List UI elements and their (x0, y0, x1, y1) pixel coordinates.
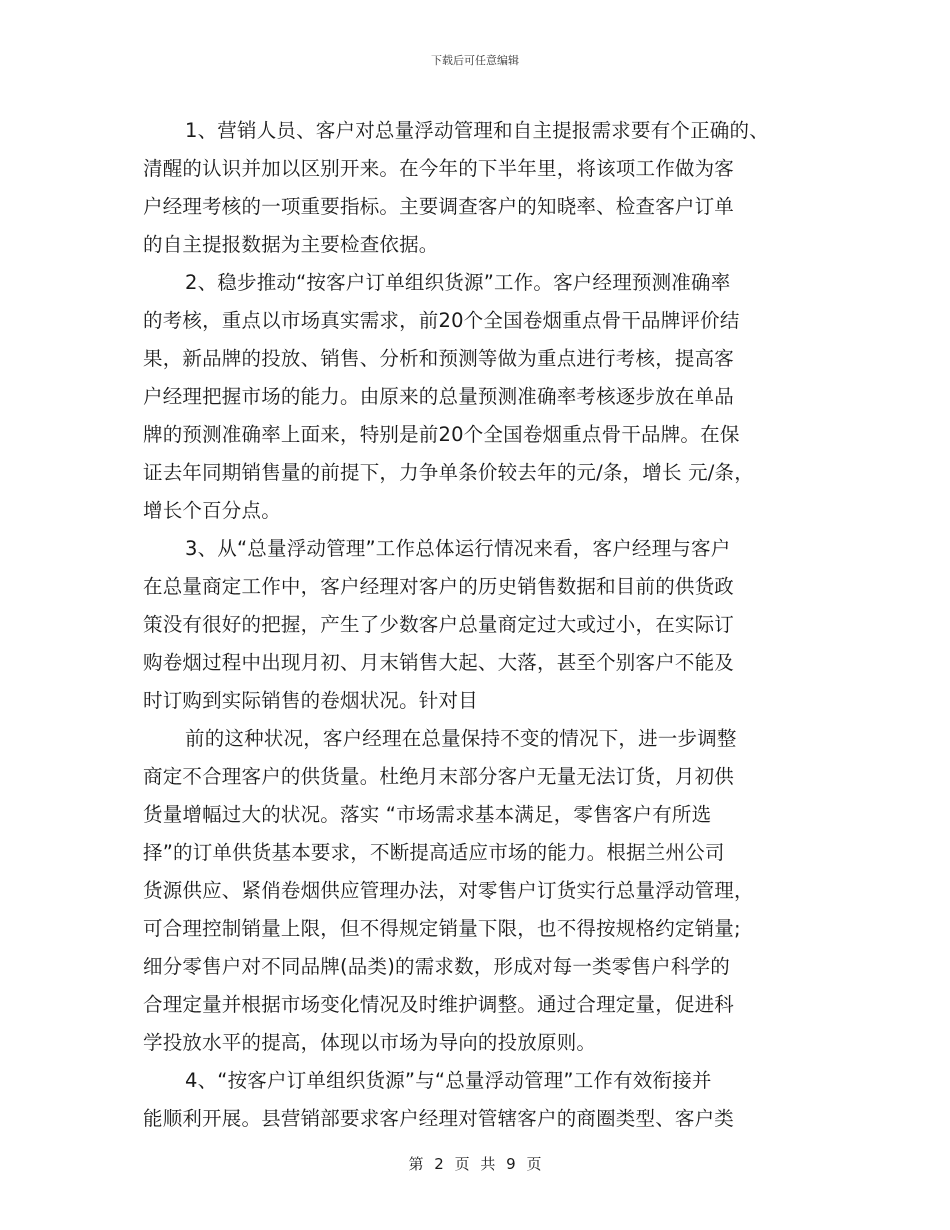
page-number-footer: 第 2 页 共 9 页 (408, 1155, 542, 1173)
text-line: 的考核，重点以市场真实需求，前20个全国卷烟重点骨干品牌评价结 (143, 309, 740, 332)
text-line: 策没有很好的把握，产生了少数客户总量商定过大或过小，在实际订 (143, 613, 735, 636)
text-line: 货源供应、紧俏卷烟供应管理办法，对零售户订货实行总量浮动管理， (143, 879, 754, 902)
text-line: 3、从“总量浮动管理”工作总体运行情况来看，客户经理与客户 (185, 537, 731, 560)
text-line: 学投放水平的提高，体现以市场为导向的投放原则。 (143, 1031, 597, 1054)
text-line: 果，新品牌的投放、销售、分析和预测等做为重点进行考核，提高客 (143, 347, 735, 370)
text-line: 货量增幅过大的状况。落实 “市场需求基本满足，零售客户有所选 (143, 803, 712, 826)
text-line: 细分零售户对不同品牌(品类)的需求数，形成对每一类零售户科学的 (143, 955, 730, 978)
text-line: 商定不合理客户的供货量。杜绝月末部分客户无量无法订货，月初供 (143, 765, 735, 788)
text-line: 前的这种状况，客户经理在总量保持不变的情况下，进一步调整 (185, 727, 737, 750)
text-line: 牌的预测准确率上面来，特别是前20个全国卷烟重点骨干品牌。在保 (143, 423, 740, 446)
page-header-note: 下载后可任意编辑 (431, 54, 519, 67)
document-body (143, 112, 823, 1138)
text-line: 择”的订单供货基本要求，不断提高适应市场的能力。根据兰州公司 (143, 841, 725, 864)
text-line: 在总量商定工作中，客户经理对客户的历史销售数据和目前的供货政 (143, 575, 735, 598)
text-line: 购卷烟过程中出现月初、月末销售大起、大落，甚至个别客户不能及 (143, 651, 735, 674)
text-line: 能顺利开展。县营销部要求客户经理对管辖客户的商圈类型、客户类 (143, 1107, 735, 1130)
text-line: 4、“按客户订单组织货源”与“总量浮动管理”工作有效衔接并 (185, 1069, 712, 1092)
text-line: 时订购到实际销售的卷烟状况。针对目 (143, 689, 478, 712)
text-line: 2、稳步推动“按客户订单组织货源”工作。客户经理预测准确率 (185, 271, 731, 294)
text-line: 户经理把握市场的能力。由原来的总量预测准确率考核逐步放在单品 (143, 385, 735, 408)
text-line: 增长个百分点。 (143, 499, 281, 522)
text-line: 的自主提报数据为主要检查依据。 (143, 233, 439, 256)
text-line: 可合理控制销量上限，但不得规定销量下限，也不得按规格约定销量; (143, 917, 741, 940)
text-line: 合理定量并根据市场变化情况及时维护调整。通过合理定量，促进科 (143, 993, 735, 1016)
text-line: 户经理考核的一项重要指标。主要调查客户的知晓率、检查客户订单 (143, 195, 735, 218)
text-line: 1、营销人员、客户对总量浮动管理和自主提报需求要有个正确的、 (185, 119, 769, 142)
text-line: 证去年同期销售量的前提下，力争单条价较去年的元/条，增长 元/条， (143, 461, 754, 484)
text-line: 清醒的认识并加以区别开来。在今年的下半年里，将该项工作做为客 (143, 157, 735, 180)
